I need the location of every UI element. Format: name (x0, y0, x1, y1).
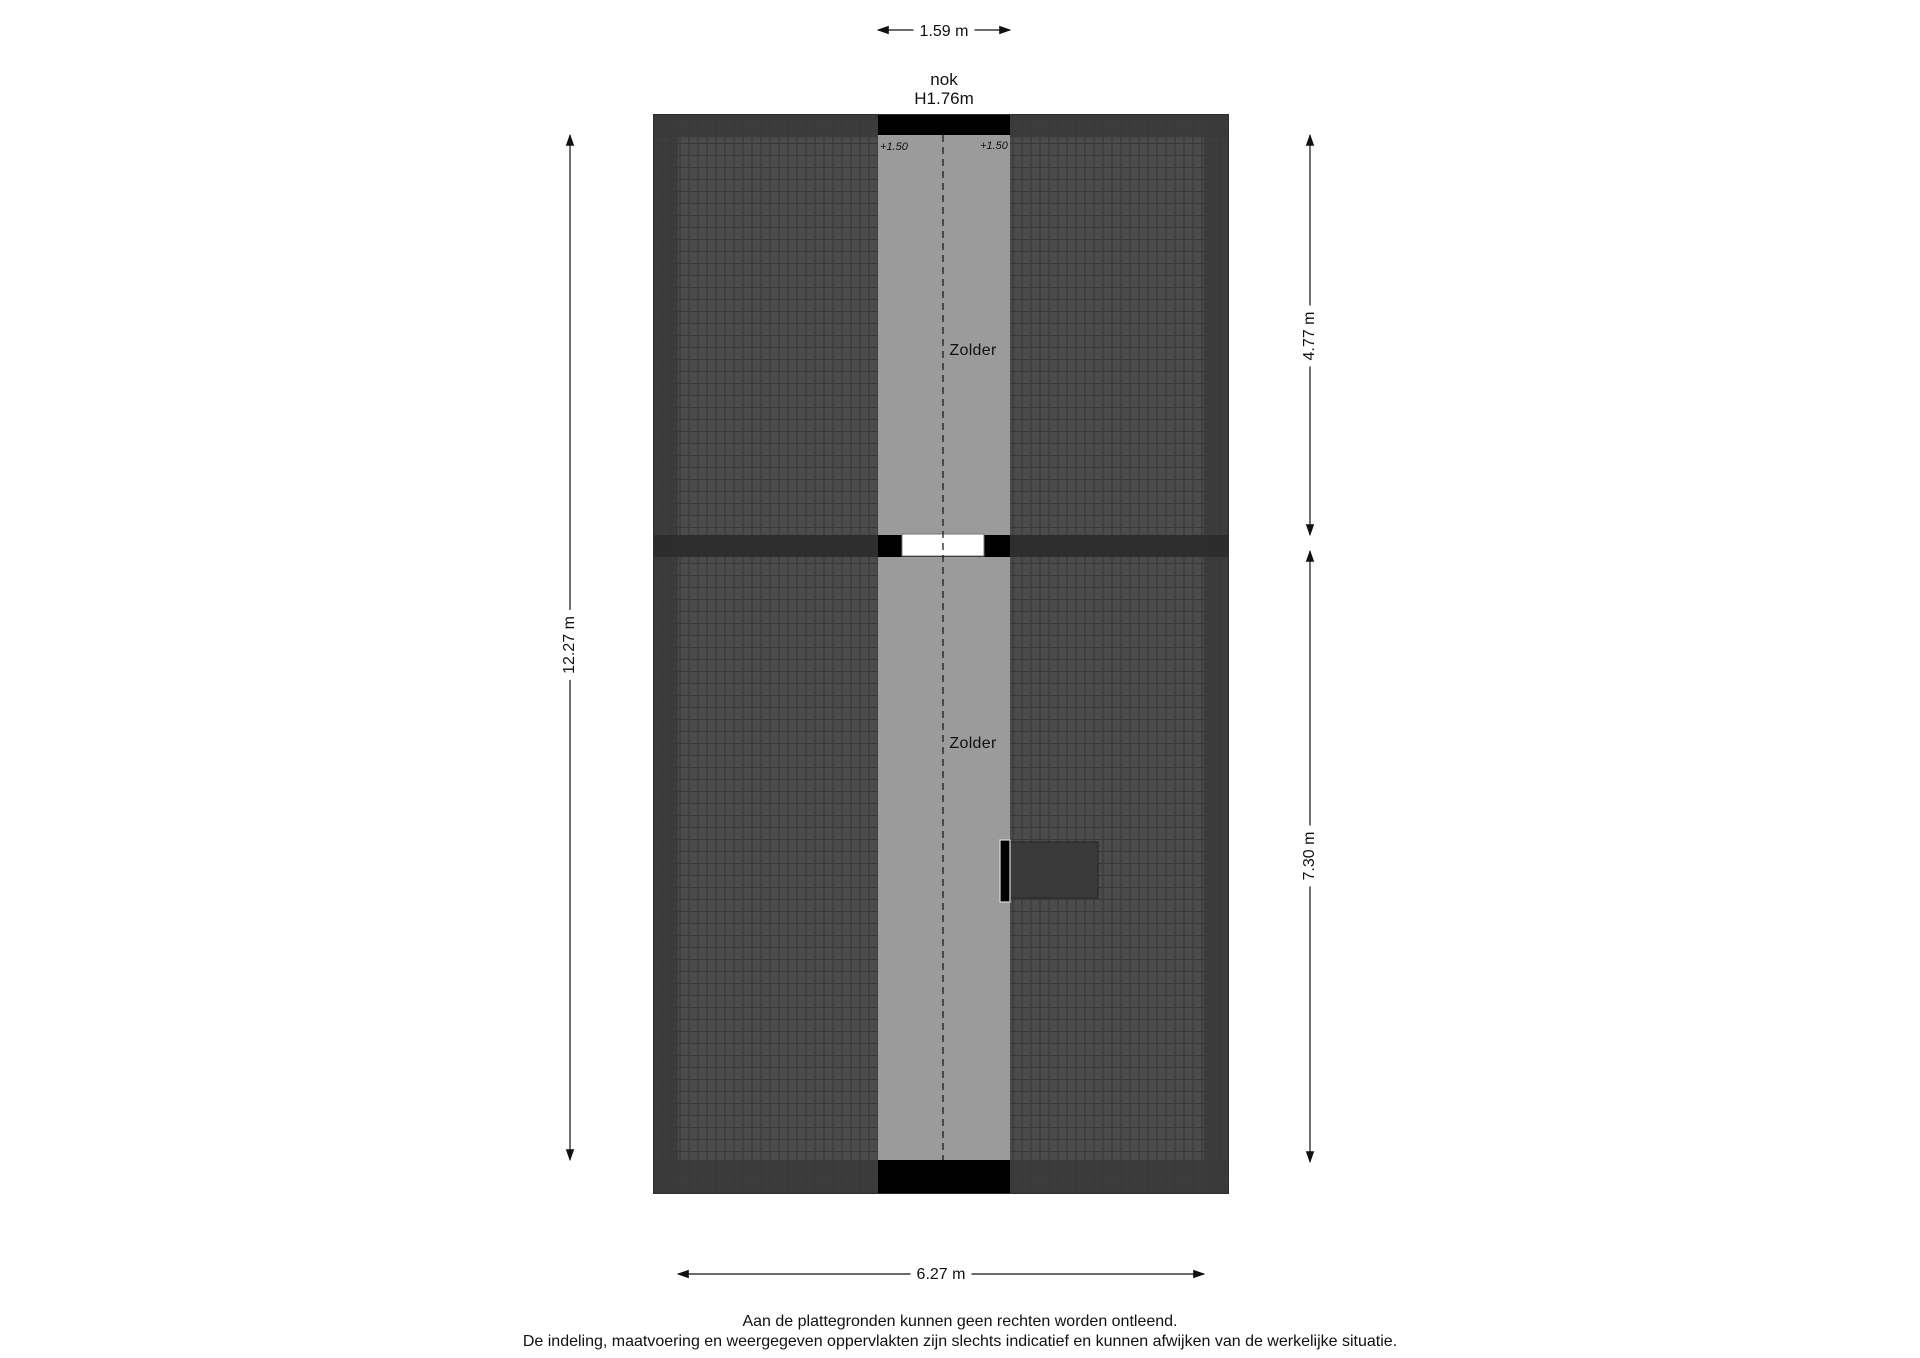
disclaimer (260, 1312, 1660, 1352)
roof-hatch-frame (1000, 840, 1010, 902)
roof-hatch (1006, 842, 1098, 898)
gable-wall-bottom (878, 1160, 1010, 1193)
dim-label-left: 12.27 m (561, 610, 579, 680)
dim-label-bottom: 6.27 m (911, 1266, 972, 1284)
room-label-lower: Zolder (949, 735, 997, 752)
roof-edge-left (654, 115, 678, 1193)
room-label-upper: Zolder (949, 342, 997, 359)
roof-edge-right (1204, 115, 1228, 1193)
level-mark-left: +1.50 (880, 141, 908, 153)
disclaimer-line-1: Aan de plattegronden kunnen geen rechten worden ontleend. (742, 1313, 1178, 1330)
level-mark-right: +1.50 (980, 140, 1008, 152)
ridge-height: H1.76m (914, 89, 974, 108)
disclaimer-line-2: De indeling, maatvoering en weergegeven oppervlakten zijn slechts indicatief en kunnen afwijken van de werkelijke situatie. (522, 1333, 1398, 1350)
ridge-label (914, 70, 974, 108)
ridge-label-text: nok (930, 70, 958, 89)
attic-floor-upper (878, 135, 1010, 535)
gable-wall-top (878, 115, 1010, 135)
dim-label-top: 1.59 m (914, 23, 975, 41)
dim-label-right-upper: 4.77 m (1301, 306, 1319, 367)
attic-floor-lower (878, 557, 1010, 1160)
dim-label-right-lower: 7.30 m (1301, 826, 1319, 887)
